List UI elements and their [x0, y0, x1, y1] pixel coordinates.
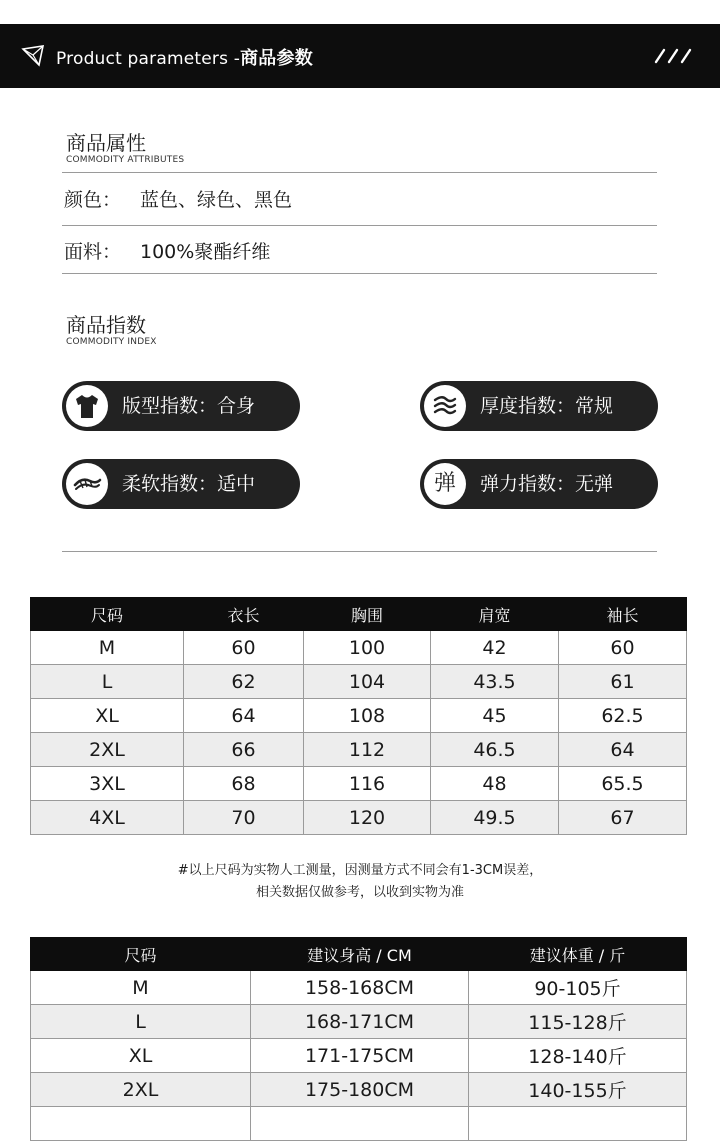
table-cell: 175-180CM: [251, 1073, 469, 1107]
softness-index-pill: [62, 459, 300, 509]
table-cell: 168-171CM: [251, 1005, 469, 1039]
table-cell: 42: [431, 631, 559, 665]
table-cell: 128-140斤: [469, 1039, 687, 1073]
table-row: [31, 733, 687, 767]
table-row: [31, 767, 687, 801]
table-cell: 112: [304, 733, 431, 767]
elastic-icon: 弹: [433, 471, 456, 496]
attribute-row-fabric: [64, 237, 270, 264]
table-cell: L: [31, 665, 184, 699]
divider: [62, 273, 657, 274]
table-cell: 61: [559, 665, 687, 699]
table-row: [31, 1039, 687, 1073]
recommend-table: [30, 937, 687, 1141]
recommend-header-cell: 建议身高 / CM: [251, 938, 469, 971]
table-cell: 140-155斤: [469, 1073, 687, 1107]
layers-icon: [430, 391, 460, 421]
table-cell: 2XL: [31, 733, 184, 767]
attributes-title: 商品属性: [66, 131, 146, 155]
table-cell: 60: [184, 631, 304, 665]
table-cell: 68: [184, 767, 304, 801]
table-cell: 100: [304, 631, 431, 665]
attribute-row-color: [64, 185, 292, 212]
table-cell: 115-128斤: [469, 1005, 687, 1039]
table-cell: 67: [559, 801, 687, 835]
table-cell: 46.5: [431, 733, 559, 767]
table-cell: 3XL: [31, 767, 184, 801]
header-title-cn: 商品参数: [240, 48, 313, 69]
pill-text: 弹力指数：无弹: [480, 473, 614, 495]
table-cell: 62.5: [559, 699, 687, 733]
table-row: [31, 1107, 687, 1141]
table-cell: 64: [184, 699, 304, 733]
size-header-cell: 胸围: [304, 598, 431, 631]
table-row: [31, 631, 687, 665]
table-cell: [469, 1107, 687, 1141]
table-cell: 90-105斤: [469, 971, 687, 1005]
table-row: [31, 1005, 687, 1039]
table-cell: 120: [304, 801, 431, 835]
table-cell: 116: [304, 767, 431, 801]
size-header-cell: 肩宽: [431, 598, 559, 631]
attribute-value: 蓝色、绿色、黑色: [140, 189, 293, 211]
attribute-value: 100%聚酯纤维: [140, 241, 271, 263]
pill-text: 版型指数：合身: [122, 395, 256, 417]
table-row: [31, 801, 687, 835]
table-cell: [31, 1107, 251, 1141]
elasticity-index-pill: [420, 459, 658, 509]
table-cell: 2XL: [31, 1073, 251, 1107]
feather-icon: [72, 469, 102, 499]
size-header-cell: 尺码: [31, 598, 184, 631]
thickness-index-pill: [420, 381, 658, 431]
size-header-cell: 衣长: [184, 598, 304, 631]
attributes-subtitle: COMMODITY ATTRIBUTES: [66, 155, 185, 165]
table-cell: 45: [431, 699, 559, 733]
table-row: [31, 665, 687, 699]
header-bar: [0, 24, 720, 88]
header-title: [56, 44, 313, 70]
table-cell: 4XL: [31, 801, 184, 835]
table-cell: 62: [184, 665, 304, 699]
table-cell: 70: [184, 801, 304, 835]
table-cell: 64: [559, 733, 687, 767]
note-line: #以上尺码为实物人工测量，因测量方式不同会有1-3CM误差，: [177, 863, 543, 878]
table-row: [31, 971, 687, 1005]
tshirt-icon: [72, 391, 102, 421]
table-cell: 65.5: [559, 767, 687, 801]
pill-text: 柔软指数：适中: [122, 473, 256, 495]
table-cell: XL: [31, 699, 184, 733]
recommend-header-cell: 尺码: [31, 938, 251, 971]
table-cell: 43.5: [431, 665, 559, 699]
table-cell: 171-175CM: [251, 1039, 469, 1073]
table-row: [31, 699, 687, 733]
divider: [62, 225, 657, 226]
slashes-icon: [654, 42, 694, 68]
recommend-header-cell: 建议体重 / 斤: [469, 938, 687, 971]
table-cell: 158-168CM: [251, 971, 469, 1005]
pill-text: 厚度指数：常规: [480, 395, 614, 417]
size-header-cell: 袖长: [559, 598, 687, 631]
fit-index-pill: [62, 381, 300, 431]
table-cell: M: [31, 971, 251, 1005]
divider: [62, 172, 657, 173]
note-line: 相关数据仅做参考，以收到实物为准: [255, 885, 464, 900]
gem-logo-icon: [20, 43, 46, 69]
table-cell: L: [31, 1005, 251, 1039]
index-title: 商品指数: [66, 313, 146, 337]
table-cell: 48: [431, 767, 559, 801]
table-cell: 66: [184, 733, 304, 767]
attribute-label: 颜色：: [64, 189, 122, 211]
table-cell: 49.5: [431, 801, 559, 835]
table-cell: 108: [304, 699, 431, 733]
table-cell: 60: [559, 631, 687, 665]
measurement-note: [0, 860, 720, 904]
divider: [62, 551, 657, 552]
table-cell: XL: [31, 1039, 251, 1073]
size-table: [30, 597, 687, 835]
table-cell: [251, 1107, 469, 1141]
table-cell: 104: [304, 665, 431, 699]
header-title-en: Product parameters -: [56, 49, 241, 69]
attribute-label: 面料：: [64, 241, 122, 263]
table-cell: M: [31, 631, 184, 665]
index-subtitle: COMMODITY INDEX: [66, 337, 157, 347]
table-row: [31, 1073, 687, 1107]
